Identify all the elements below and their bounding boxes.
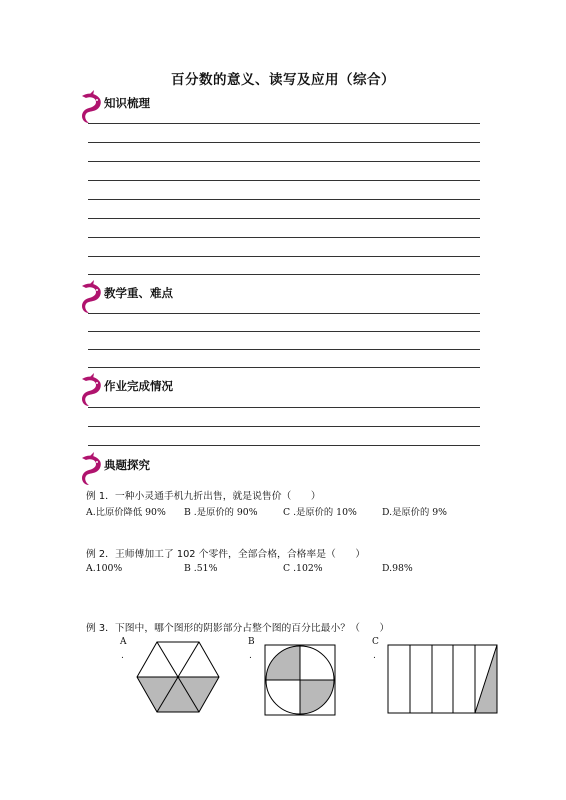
example1-option-a: A.比原价降低 90%	[86, 507, 166, 518]
section-heading: 知识梳理	[104, 96, 150, 110]
figure-c-label: C	[372, 637, 379, 647]
example2-question: 例 2．王师傅加工了 102 个零件，全部合格，合格率是（ ）	[86, 549, 366, 560]
section-heading: 教学重、难点	[104, 286, 173, 300]
example3-question: 例 3．下图中，哪个图形的阴影部分占整个图的百分比最小？（ ）	[86, 623, 390, 634]
section-heading: 作业完成情况	[104, 379, 173, 393]
hexagon-figure	[136, 640, 220, 714]
dolphin-icon	[78, 452, 104, 488]
example2-option-a: A.100%	[86, 563, 123, 574]
example1-option-c: C .是原价的 10%	[283, 507, 357, 518]
example1-option-b: B .是原价的 90%	[184, 507, 258, 518]
dolphin-icon	[78, 90, 104, 126]
section-heading: 典题探究	[104, 458, 150, 472]
figure-a-label: A	[120, 637, 127, 647]
figure-b-label: B	[248, 637, 255, 647]
dolphin-icon	[78, 373, 104, 409]
example2-option-d: D.98%	[382, 563, 413, 574]
example1-question: 例 1．一种小灵通手机九折出售，就是说售价（ ）	[86, 491, 321, 502]
example2-option-b: B .51%	[184, 563, 218, 574]
figure-a-dot: .	[121, 651, 124, 661]
example1-option-d: D.是原价的 9%	[382, 507, 447, 518]
circle-square-figure	[264, 644, 336, 716]
striped-rectangle-figure	[387, 643, 499, 715]
page-title: 百分数的意义、读写及应用（综合）	[171, 72, 395, 88]
dolphin-icon	[78, 280, 104, 316]
figure-c-dot: .	[373, 651, 376, 661]
figure-b-dot: .	[249, 651, 252, 661]
example2-option-c: C .102%	[283, 563, 323, 574]
